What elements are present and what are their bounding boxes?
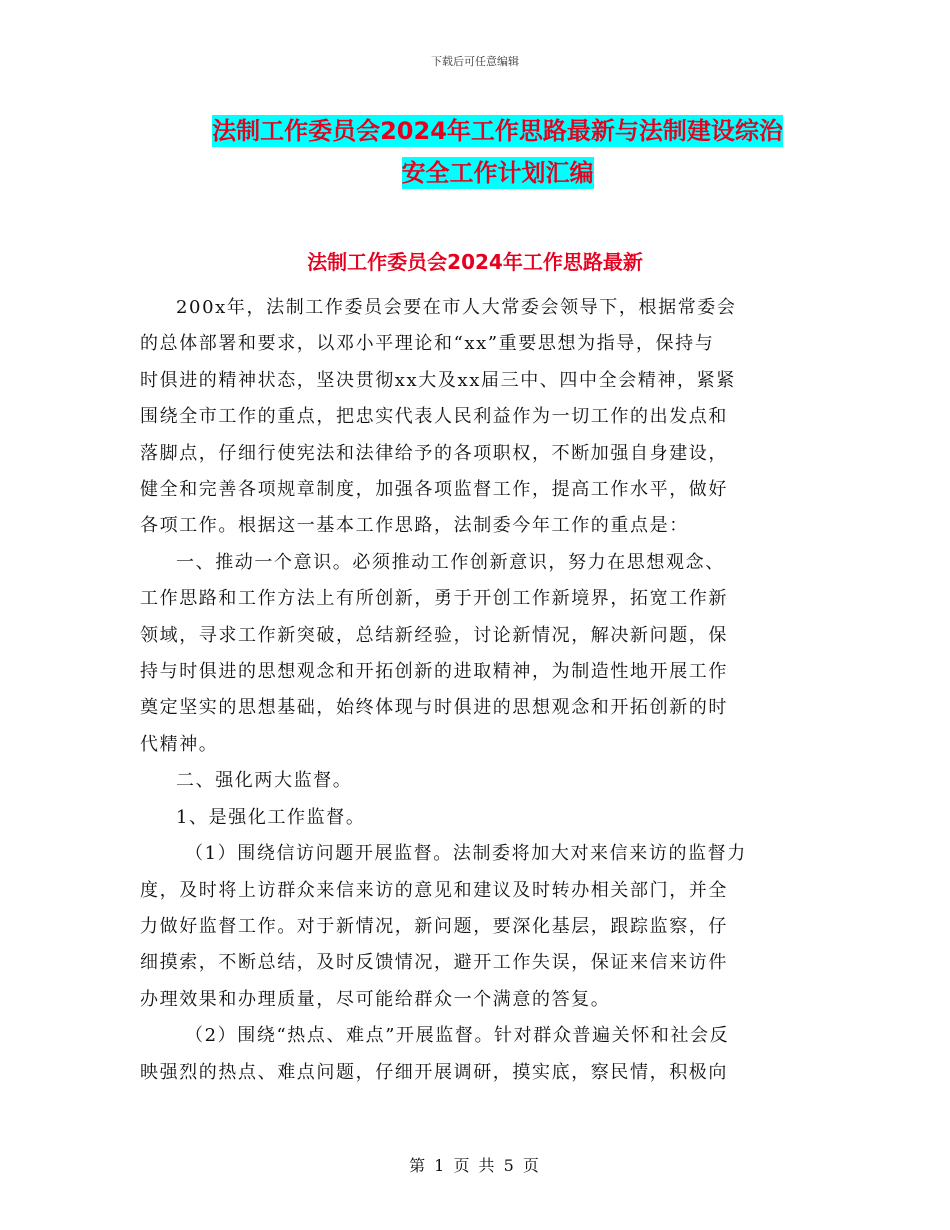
document-title-line2: 安全工作计划汇编 <box>401 159 594 187</box>
paragraph-point-one: 一、推动一个意识。必须推动工作创新意识，努力在思想观念、 工作思路和工作方法上有所创新，勇于开创工作新境界，拓宽工作新 领域，寻求工作新突破，总结新经验，讨论新情况，解决新问题，保 持与时俱进的思想观念和开拓创新的进取精神，为制造性地开展工作 奠定坚实的思想基础，始终体现与时俱进的思想观念和开拓创新的时 代精神。 <box>140 551 728 755</box>
paragraph-item-1: （1）围绕信访问题开展监督。法制委将加大对来信来访的监督力 度，及时将上访群众来信来访的意见和建议及时转办相关部门，并全 力做好监督工作。对于新情况，新问题，要深化基层，跟踪监察，仔 细摸索，不断总结，及时反馈情况，避开工作失误，保证来信来访件 办理效果和办理质量，尽可能给群众一个满意的答复。 <box>140 843 747 1010</box>
paragraph-item-2: （2）围绕“热点、难点”开展监督。针对群众普遍关怀和社会反 映强烈的热点、难点问题，仔细开展调研，摸实底，察民情，积极向 <box>140 1025 730 1083</box>
page-footer: 第 1 页 共 5 页 <box>409 1156 541 1175</box>
paragraph-intro: 200x年，法制工作委员会要在市人大常委会领导下，根据常委会 的总体部署和要求，以邓小平理论和“xx”重要思想为指导，保持与 时俱进的精神状态，坚决贯彻xx大及xx届三中、四中全会精神，紧紧 围绕全市工作的重点，把忠实代表人民利益作为一切工作的出发点和 落脚点，仔细行使宪法和法律给予的各项职权，不断加强自身建设， 健全和完善各项规章制度，加强各项监督工作，提高工作水平，做好 各项工作。根据这一基本工作思路，法制委今年工作的重点是： <box>140 297 737 537</box>
paragraph-point-two-heading: 二、强化两大监督。 <box>176 770 353 792</box>
document-body <box>140 290 805 1091</box>
section-title: 法制工作委员会2024年工作思路最新 <box>307 250 643 274</box>
paragraph-subpoint-1: 1、是强化工作监督。 <box>176 806 366 828</box>
header-note: 下载后可任意编辑 <box>431 55 519 68</box>
document-title-line1: 法制工作委员会2024年工作思路最新与法制建设综治 <box>212 117 783 145</box>
document-title <box>140 110 855 194</box>
